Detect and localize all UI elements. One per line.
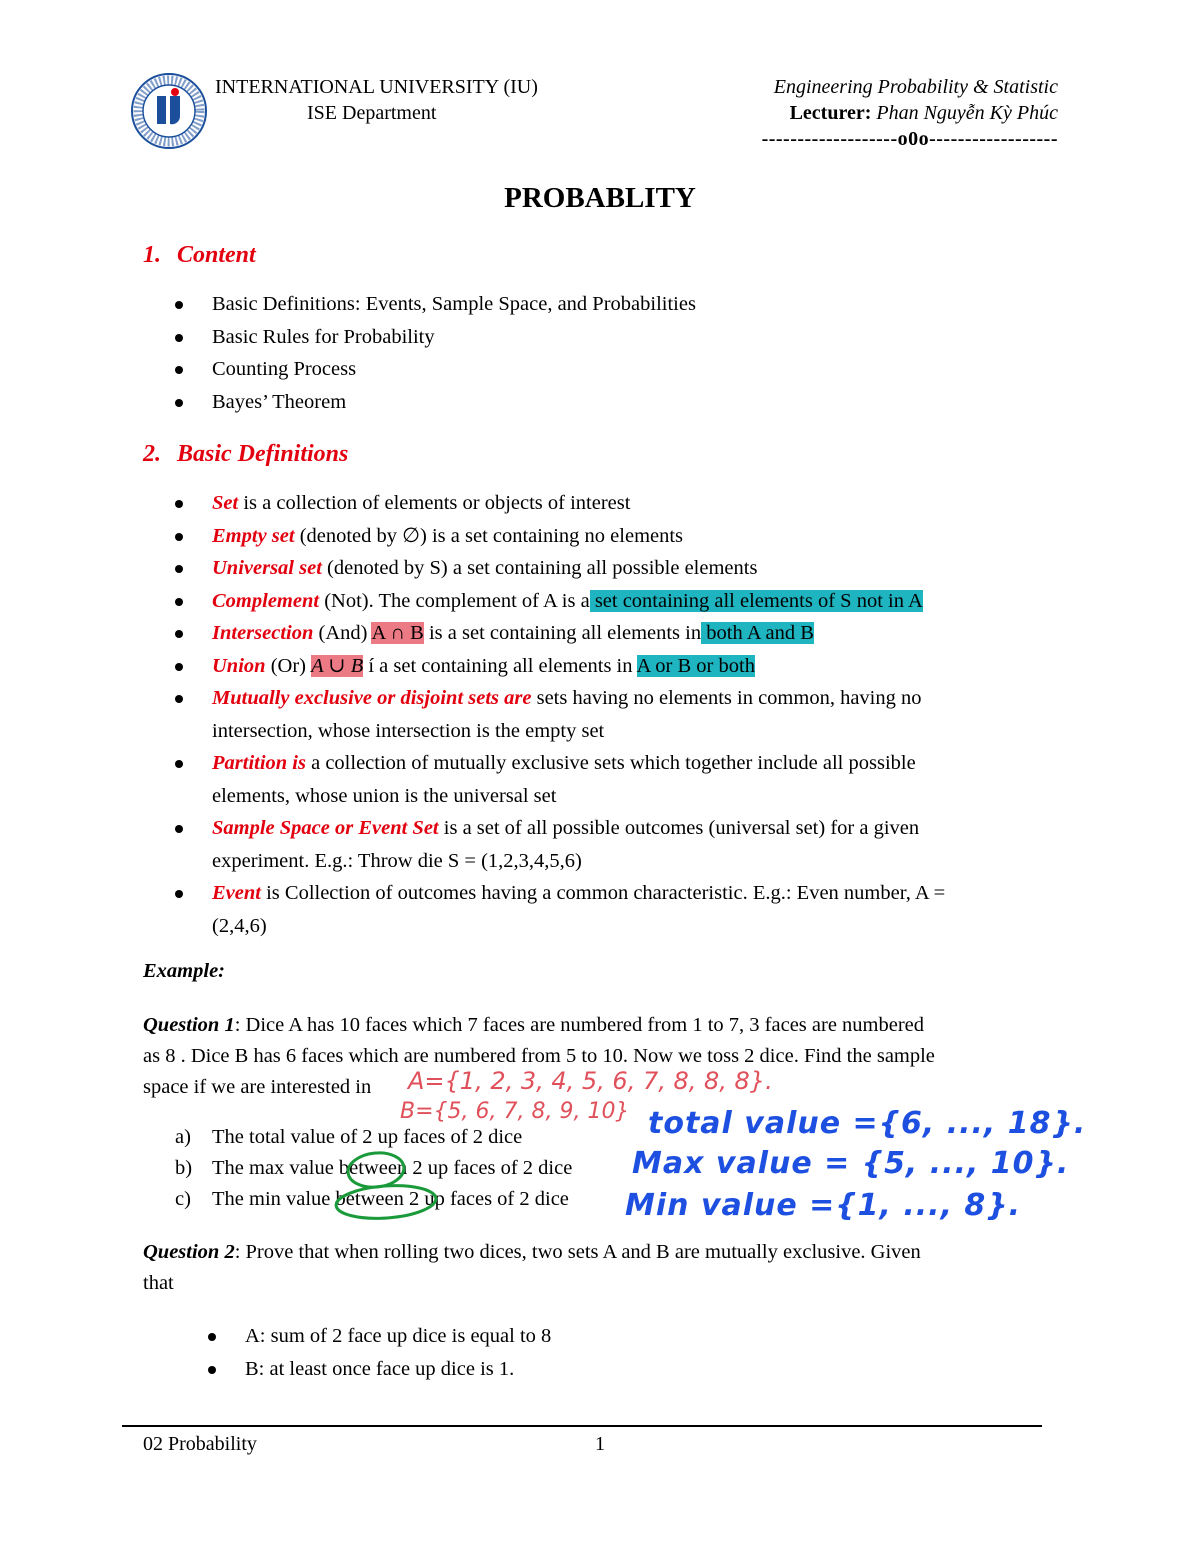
definition-union: [172, 650, 945, 683]
page-number: 1: [595, 1433, 605, 1455]
question-text: as 8 . Dice B has 6 faces which are numbered from 5 to 10. Now we toss 2 dice. Find the sample: [143, 1045, 935, 1067]
definition-text: (And): [313, 622, 372, 644]
question-text: : Prove that when rolling two dices, two sets A and B are mutually exclusive. Given: [234, 1241, 921, 1263]
definition-partition: [172, 747, 945, 812]
handwritten-min: Min value ={1, ..., 8}.: [625, 1188, 1022, 1223]
term: Intersection: [212, 622, 314, 644]
list-item: Bayes’ Theorem: [172, 386, 696, 419]
course-name: Engineering Probability & Statistic: [773, 76, 1058, 98]
lecturer-label: Lecturer:: [789, 102, 872, 124]
question-label: Question 1: [143, 1014, 235, 1036]
handwritten-set-a: A={1, 2, 3, 4, 5, 6, 7, 8, 8, 8}.: [408, 1067, 773, 1095]
highlighted-text: A or B or both: [636, 654, 755, 677]
term: Event: [212, 882, 261, 904]
term: Mutually exclusive or disjoint sets are: [212, 687, 532, 709]
definition-universal-set: [172, 552, 945, 585]
department-name: ISE Department: [307, 102, 437, 124]
definition-text: is a set containing all elements in: [423, 622, 702, 644]
definition-text: (denoted by S) a set containing all possible elements: [321, 557, 758, 579]
definition-mutually-exclusive: [172, 682, 945, 747]
definition-text: sets having no elements in common, having no: [531, 687, 922, 709]
definition-text: elements, whose union is the universal set: [212, 784, 557, 807]
definition-sample-space: [172, 812, 945, 877]
definition-text: experiment. E.g.: Throw die S = (1,2,3,4,5,6): [212, 849, 582, 872]
header-left: [215, 74, 538, 126]
term: Empty set: [212, 524, 295, 547]
question-text: that: [143, 1272, 174, 1294]
section-content-heading: [143, 242, 256, 269]
highlighted-text: set containing all elements of S not in A: [589, 589, 923, 612]
definition-text: a collection of mutually exclusive sets which together include all possible: [305, 752, 916, 774]
definition-text: (Or): [265, 654, 312, 677]
list-item: A: sum of 2 face up dice is equal to 8: [205, 1320, 551, 1353]
footer-chapter: 02 Probability: [143, 1433, 257, 1455]
handwritten-max: Max value = {5, ..., 10}.: [632, 1146, 1070, 1181]
term: Complement: [212, 589, 320, 612]
header-right: [762, 74, 1058, 152]
term: Set: [212, 492, 239, 514]
part-text: The min value between 2 up faces of 2 dice: [212, 1188, 569, 1210]
lecturer-line: [762, 100, 1058, 126]
section-definitions-heading: [143, 441, 348, 468]
question-2: [143, 1237, 1063, 1299]
definition-intersection: [172, 617, 945, 650]
list-item: [175, 1122, 572, 1153]
definition-text: is a set of all possible outcomes (universal set) for a given: [438, 817, 920, 839]
definition-text: (2,4,6): [212, 914, 267, 937]
list-item: Basic Rules for Probability: [172, 321, 696, 354]
question-text: : Dice A has 10 faces which 7 faces are numbered from 1 to 7, 3 faces are numbered: [234, 1014, 925, 1036]
footer-divider: [122, 1425, 1042, 1427]
question-text: space if we are interested in: [143, 1076, 372, 1098]
section-number: 2.: [143, 441, 161, 467]
definition-text: (Not). The complement of A is a: [319, 589, 590, 612]
header-separator: -------------------o0o------------------: [761, 128, 1058, 150]
definition-complement: [172, 585, 945, 618]
part-text: The total value of 2 up faces of 2 dice: [212, 1126, 523, 1148]
list-item: B: at least once face up dice is 1.: [205, 1353, 551, 1386]
term: Sample Space or Event Set: [212, 817, 439, 839]
part-letter: a): [175, 1126, 191, 1148]
lecturer-name: Phan Nguyễn Kỳ Phúc: [876, 102, 1058, 124]
handwritten-set-b: B={5, 6, 7, 8, 9, 10}: [400, 1099, 630, 1124]
question-label: Question 2: [143, 1241, 235, 1263]
set-symbol: A ∩ B: [371, 622, 424, 644]
definition-text: (denoted by ∅) is a set containing no elements: [294, 524, 684, 547]
definition-text: í a set containing all elements in: [363, 654, 637, 677]
set-symbol: A ∪ B: [311, 654, 364, 677]
section-number: 1.: [143, 242, 161, 268]
content-list: [172, 288, 696, 418]
definition-text: is Collection of outcomes having a common characteristic. E.g.: Even number, A =: [260, 882, 946, 904]
part-text: The max value between 2 up faces of 2 dice: [212, 1157, 573, 1179]
handwritten-circle-marks: [330, 1150, 460, 1230]
section-title: Content: [177, 242, 256, 268]
definition-text: is a collection of elements or objects of interest: [238, 492, 631, 514]
example-label: Example:: [143, 960, 225, 982]
definition-set: [172, 487, 945, 520]
definitions-list: [172, 487, 945, 942]
list-item: Basic Definitions: Events, Sample Space, and Probabilities: [172, 288, 696, 321]
highlighted-text: both A and B: [701, 622, 814, 644]
university-logo: [130, 72, 208, 150]
list-item: Counting Process: [172, 353, 696, 386]
definition-event: [172, 877, 945, 942]
term: Universal set: [212, 557, 322, 579]
term: Partition is: [212, 752, 306, 774]
university-name: INTERNATIONAL UNIVERSITY (IU): [215, 76, 538, 98]
term: Union: [212, 654, 266, 677]
part-letter: b): [175, 1157, 193, 1179]
definition-text: intersection, whose intersection is the empty set: [212, 719, 605, 742]
definition-empty-set: [172, 520, 945, 553]
question-2-list: [205, 1320, 551, 1385]
page-title: PROBABLITY: [504, 182, 696, 214]
section-title: Basic Definitions: [177, 441, 349, 467]
part-letter: c): [175, 1188, 191, 1210]
handwritten-total: total value ={6, ..., 18}.: [648, 1106, 1087, 1141]
